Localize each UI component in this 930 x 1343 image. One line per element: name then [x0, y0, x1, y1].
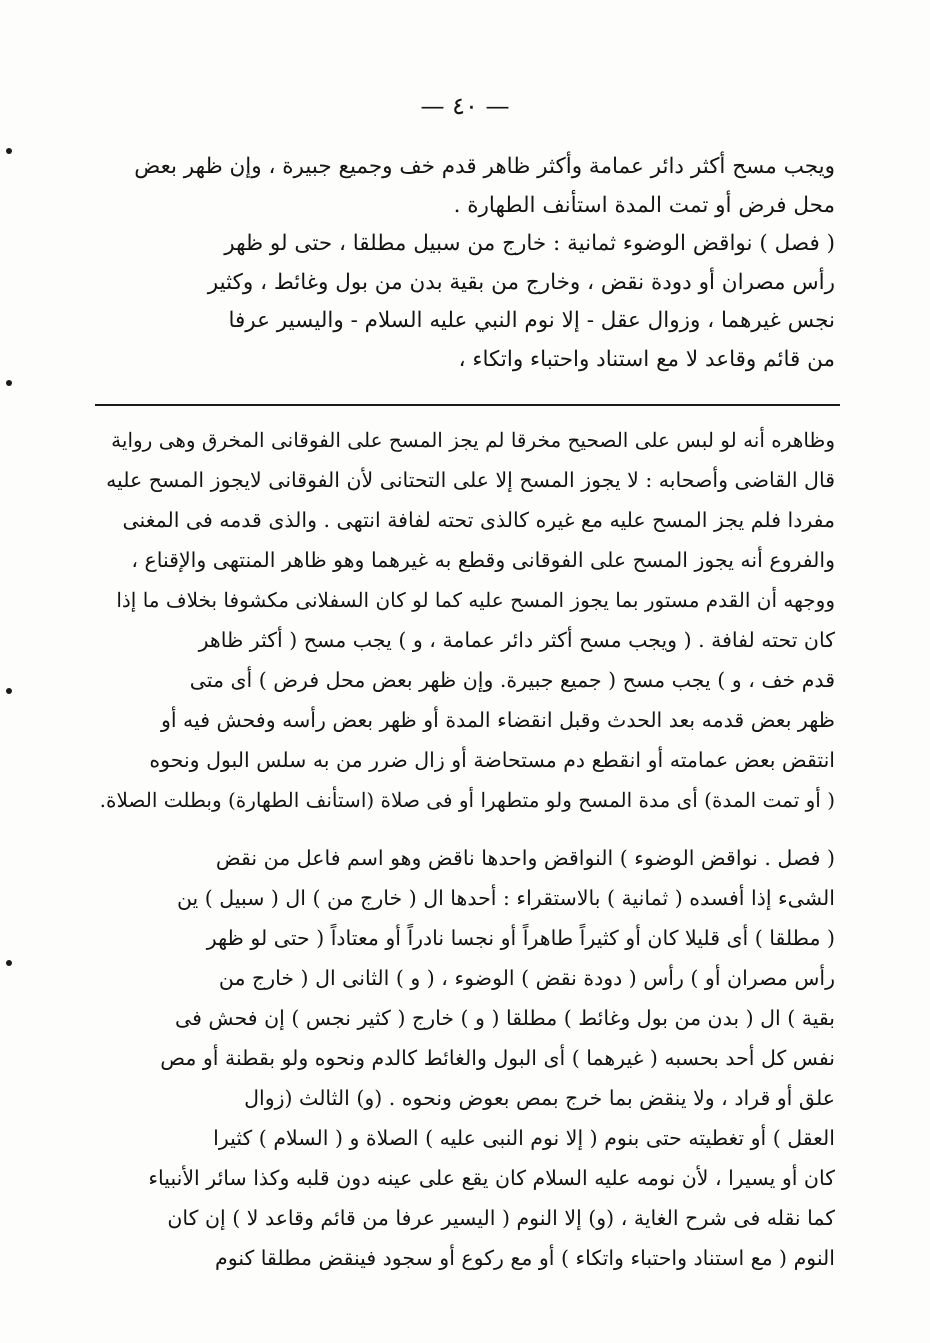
text-line: قدم خف ، و ) يجب مسح ( جميع جبيرة. وإن ظهر بعض محل فرض ) أى متى	[189, 668, 835, 692]
text-line: ووجهه أن القدم مستور بما يجوز المسح عليه كما لو كان السفلانى مكشوفا بخلاف ما إذا	[116, 588, 835, 612]
text-line: نجس غيرهما ، وزوال عقل - إلا نوم النبي عليه السلام - واليسير عرفا	[228, 308, 835, 333]
commentary-section-2	[100, 838, 835, 1278]
text-line: رأس مصران أو دودة نقض ، وخارج من بقية بدن من بول وغائط ، وكثير	[207, 269, 835, 295]
margin-mark	[6, 960, 12, 966]
text-line: نفس كل أحد بحسبه ( غيرهما ) أى البول والغائط كالدم ونحوه ولو بقطنة أو مص	[160, 1046, 835, 1070]
text-line: علق أو قراد ، ولا ينقض بما خرج بمص بعوض ونحوه . (و) الثالث (زوال	[244, 1086, 835, 1110]
text-line: كان أو يسيرا ، لأن نومه عليه السلام كان يقع على عينه دون قلبه وكذا سائر الأنبياء	[148, 1166, 835, 1190]
margin-mark	[6, 380, 12, 386]
text-line: كان تحته لفافة . ( ويجب مسح أكثر دائر عمامة ، و ) يجب مسح ( أكثر ظاهر	[198, 628, 835, 652]
text-line: وظاهره أنه لو لبس على الصحيح مخرقا لم يجز المسح على الفوقانى المخرق وهى رواية	[111, 428, 835, 452]
text-line: قال القاضى وأصحابه : لا يجوز المسح إلا على التحتانى لأن الفوقانى لايجوز المسح عليه	[106, 468, 835, 492]
text-line: محل فرض أو تمت المدة استأنف الطهارة .	[453, 192, 835, 218]
text-line: العقل ) أو تغطيته حتى بنوم ( إلا نوم النبى عليه ) الصلاة و ( السلام ) كثيرا	[213, 1126, 835, 1150]
text-line: انتقض بعض عمامته أو انقطع دم مستحاضة أو زال ضرر من به سلس البول ونحوه	[149, 748, 835, 772]
margin-mark	[6, 688, 12, 694]
main-text	[100, 148, 835, 379]
text-line: ظهر بعض قدمه بعد الحدث وقبل انقضاء المدة أو ظهر بعض رأسه وفحش فيه أو	[160, 708, 835, 732]
text-line: بقية ) ال ( بدن من بول وغائط ) مطلقا ( و ) خارج ( كثير نجس ) إن فحش فى	[175, 1006, 835, 1030]
text-line: والفروع أنه يجوز المسح على الفوقانى وقطع به غيرهما وهو ظاهر المنتهى والإقناع ،	[131, 548, 835, 572]
text-line: النوم ( مع استناد واحتباء واتكاء ) أو مع ركوع أو سجود فينقض مطلقا كنوم	[215, 1246, 835, 1270]
text-line: ( فصل ) نواقض الوضوء ثمانية : خارج من سبيل مطلقا ، حتى لو ظهر	[224, 231, 835, 256]
text-line: مفردا فلم يجز المسح عليه مع غيره كالذى تحته لفافة انتهى . والذى قدمه فى المغنى	[122, 508, 835, 532]
text-line: ( مطلقا ) أى قليلا كان أو كثيراً طاهراً أو نجسا نادراً أو معتاداً ( حتى لو ظهر	[206, 926, 835, 950]
text-line: ( أو تمت المدة) أى مدة المسح ولو متطهرا أو فى صلاة (استأنف الطهارة) وبطلت الصلاة.	[100, 788, 835, 812]
separator-rule	[95, 404, 840, 406]
margin-mark	[6, 148, 12, 154]
commentary-section-1	[100, 420, 835, 820]
text-line: من قائم وقاعد لا مع استناد واحتباء واتكاء ،	[458, 346, 835, 372]
text-line: كما نقله فى شرح الغاية ، (و) إلا النوم ( اليسير عرفا من قائم وقاعد لا ) إن كان	[167, 1206, 835, 1230]
text-line: الشىء إذا أفسده ( ثمانية ) بالاستقراء : أحدها ال ( خارج من ) ال ( سبيل ) ين	[176, 886, 835, 910]
text-line: رأس مصران أو ) رأس ( دودة نقض ) الوضوء ، ( و ) الثانى ال ( خارج من	[218, 966, 835, 990]
text-line: ( فصل . نواقض الوضوء ) النواقض واحدها ناقض وهو اسم فاعل من نقض	[215, 846, 835, 870]
text-line: ويجب مسح أكثر دائر عمامة وأكثر ظاهر قدم خف وجميع جبيرة ، وإن ظهر بعض	[134, 154, 835, 179]
page-number: — ٤٠ —	[420, 92, 510, 120]
